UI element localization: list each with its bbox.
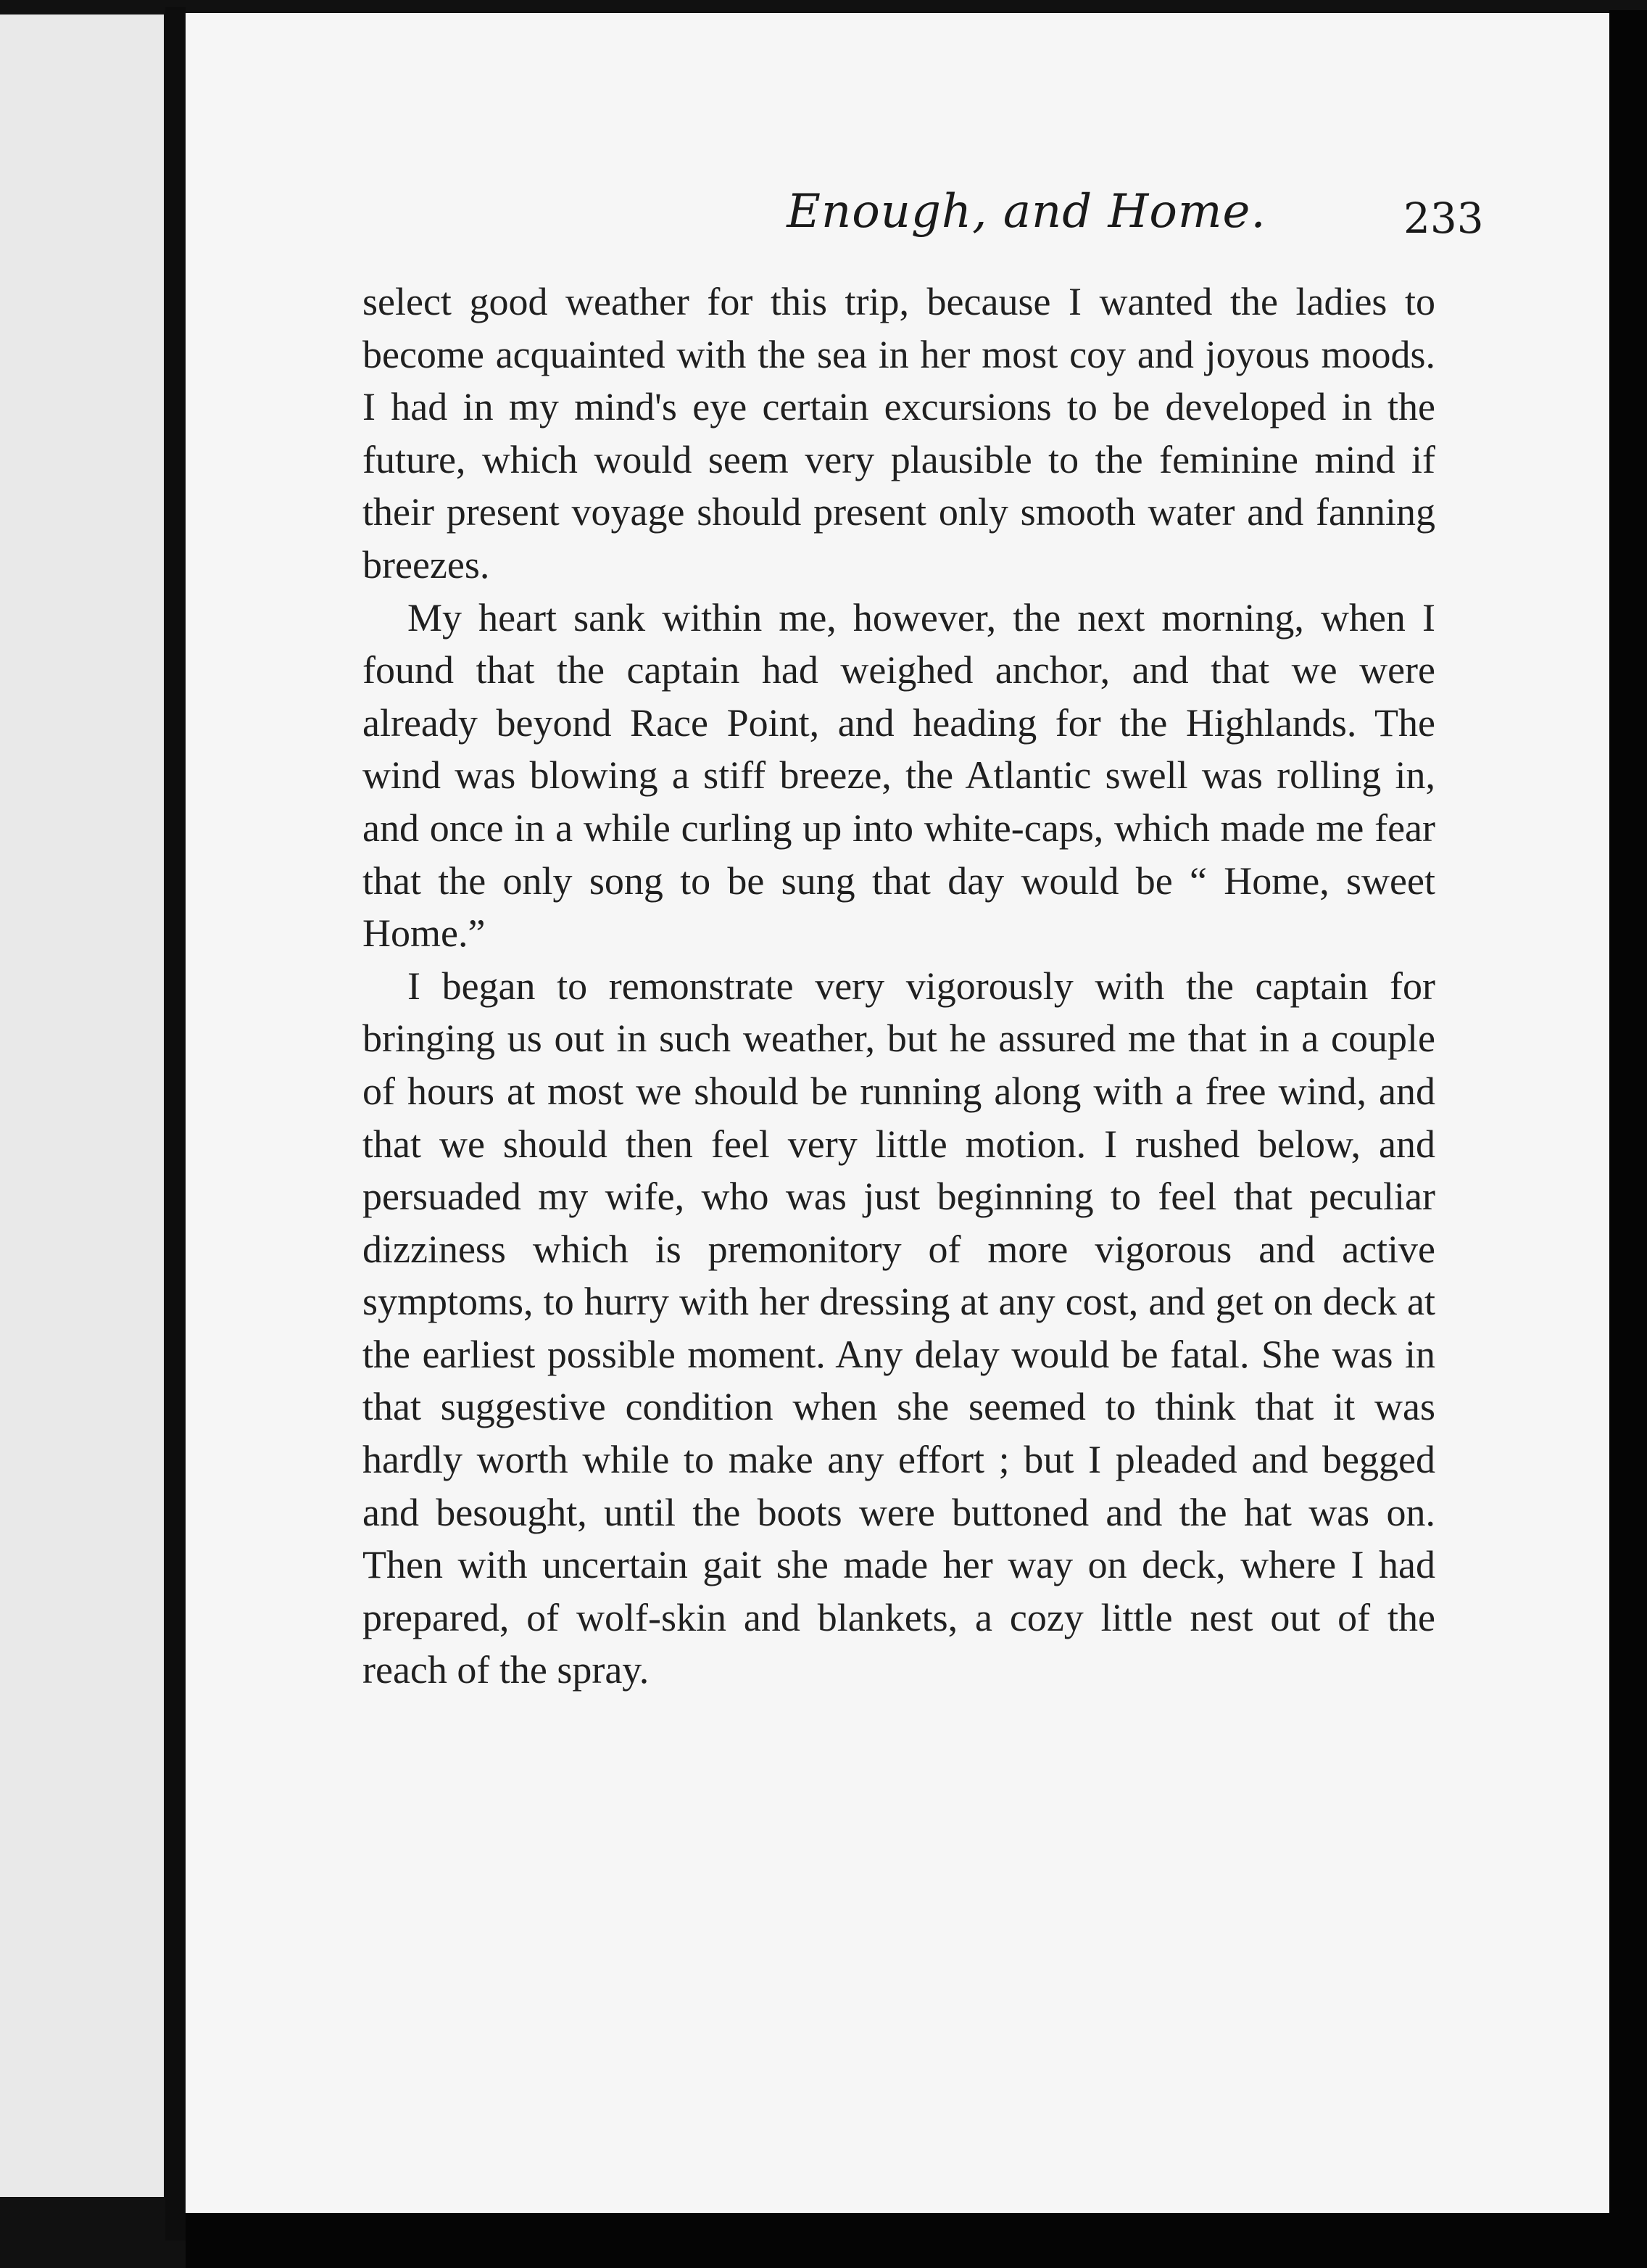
facing-page-edge	[0, 15, 164, 2197]
page-number: 233	[1403, 194, 1484, 243]
body-text	[362, 276, 1435, 1697]
page-header	[186, 185, 1609, 265]
paragraph-2: My heart sank within me, however, the next morning, when I found that the captain had weighed anchor, and that we were already beyond Race Point, and heading for the Highlands. The wind was blowing a stiff breeze, the Atlantic swell was rolling in, and once in a while curling up into white-caps, which made me fear that the only song to be sung that day would be “ Home, sweet Home.”	[362, 595, 1435, 956]
page-bottom-edge	[186, 2213, 1621, 2268]
running-title: Enough, and Home.	[787, 185, 1266, 239]
page-right-edge	[1609, 10, 1647, 2268]
book-binding	[165, 7, 186, 2240]
paragraph-1: select good weather for this trip, because I wanted the ladies to become acquainted with the sea in her most coy and joyous moods. I had in my mind's eye certain excursions to be developed in the future, which would seem very plausible to the feminine mind if their present voyage should present only smooth water and fanning breezes.	[362, 280, 1435, 587]
paragraph-3: I began to remonstrate very vigorously with the captain for bringing us out in such weather, but he assured me that in a couple of hours at most we should be running along with a free wind, and that we should then feel very little motion. I rushed below, and persuaded my wife, who was just beginning to feel that peculiar dizziness which is premonitory of more vigorous and active symptoms, to hurry with her dressing at any cost, and get on deck at the earliest possible moment. Any delay would be fatal. She was in that suggestive condition when she seemed to think that it was hardly worth while to make any effort ; but I pleaded and begged and besought, until the boots were buttoned and the hat was on. Then with uncertain gait she made her way on deck, where I had prepared, of wolf-skin and blankets, a cozy little nest out of the reach of the spray.	[362, 964, 1435, 1692]
